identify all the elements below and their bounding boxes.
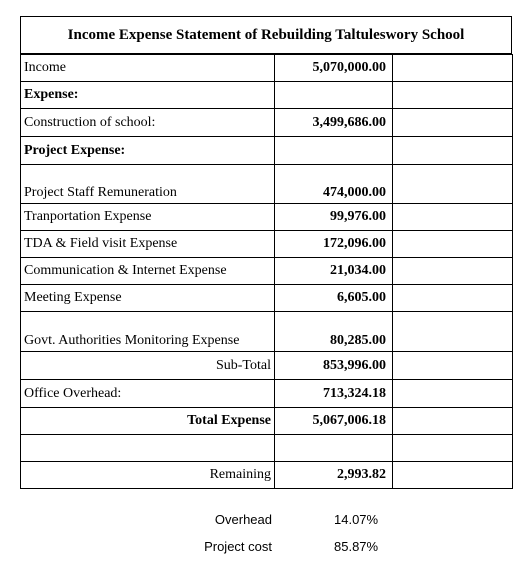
row-amount [275, 82, 393, 109]
empty-cell [393, 462, 513, 489]
summary-value: 14.07% [334, 512, 379, 527]
empty-cell [393, 165, 513, 204]
row-label: Construction of school: [21, 109, 275, 137]
row-label: Tranportation Expense [21, 204, 275, 231]
summary-label: Overhead [214, 512, 272, 527]
row-project-expense-heading [21, 137, 513, 165]
row-amount: 6,605.00 [275, 285, 393, 312]
empty-cell [393, 137, 513, 165]
empty-cell [393, 55, 513, 82]
row-total-expense [21, 408, 513, 435]
row-label: Office Overhead: [21, 380, 275, 408]
row-remaining [21, 462, 513, 489]
empty-cell [393, 380, 513, 408]
row-staff-remuneration [21, 165, 513, 204]
row-amount: 21,034.00 [275, 258, 393, 285]
empty-cell [393, 435, 513, 462]
row-amount: 172,096.00 [275, 231, 393, 258]
empty-cell [393, 258, 513, 285]
row-label: Expense: [21, 82, 275, 109]
row-amount: 474,000.00 [275, 165, 393, 204]
row-income [21, 55, 513, 82]
row-label: Total Expense [21, 408, 275, 435]
row-amount: 80,285.00 [275, 312, 393, 352]
row-amount [275, 137, 393, 165]
row-amount: 713,324.18 [275, 380, 393, 408]
empty-cell [393, 109, 513, 137]
row-meeting [21, 285, 513, 312]
row-amount: 2,993.82 [275, 462, 393, 489]
row-amount: 5,067,006.18 [275, 408, 393, 435]
row-label: Communication & Internet Expense [21, 258, 275, 285]
row-tda-field-visit [21, 231, 513, 258]
row-transportation [21, 204, 513, 231]
summary-label: Project cost [204, 539, 272, 554]
row-label: Remaining [21, 462, 275, 489]
row-amount: 853,996.00 [275, 352, 393, 380]
row-govt-monitoring [21, 312, 513, 352]
row-label: Project Staff Remuneration [21, 165, 275, 204]
row-amount [275, 435, 393, 462]
row-blank [21, 435, 513, 462]
row-label: Project Expense: [21, 137, 275, 165]
row-amount: 99,976.00 [275, 204, 393, 231]
empty-cell [393, 312, 513, 352]
row-expense-heading [21, 82, 513, 109]
empty-cell [393, 231, 513, 258]
row-office-overhead [21, 380, 513, 408]
empty-cell [393, 408, 513, 435]
row-label: Meeting Expense [21, 285, 275, 312]
statement-sheet [20, 16, 512, 489]
row-label: Govt. Authorities Monitoring Expense [21, 312, 275, 352]
summary-value: 85.87% [334, 539, 379, 554]
row-label: Sub-Total [21, 352, 275, 380]
row-label: Income [21, 55, 275, 82]
row-label [21, 435, 275, 462]
row-label: TDA & Field visit Expense [21, 231, 275, 258]
row-construction [21, 109, 513, 137]
row-amount: 3,499,686.00 [275, 109, 393, 137]
statement-table [20, 54, 513, 489]
empty-cell [393, 285, 513, 312]
summary-row-project-cost [0, 539, 530, 557]
row-subtotal [21, 352, 513, 380]
summary-row-overhead [0, 512, 530, 530]
row-amount: 5,070,000.00 [275, 55, 393, 82]
empty-cell [393, 82, 513, 109]
row-communication [21, 258, 513, 285]
statement-title: Income Expense Statement of Rebuilding Taltuleswory School [20, 16, 512, 54]
empty-cell [393, 352, 513, 380]
empty-cell [393, 204, 513, 231]
